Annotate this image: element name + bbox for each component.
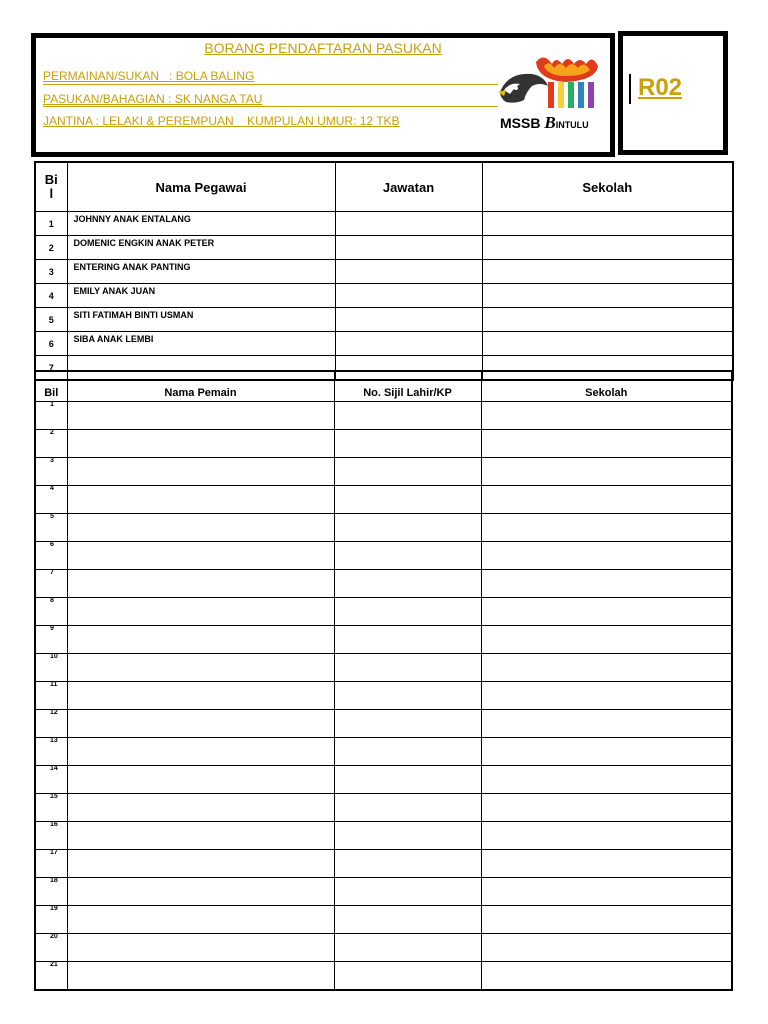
player-name-cell[interactable]: [67, 850, 334, 878]
player-cert-cell[interactable]: [334, 626, 481, 654]
player-number: 8: [35, 598, 67, 626]
position-header: Jawatan: [335, 162, 482, 212]
official-row: [35, 212, 733, 236]
official-position-cell[interactable]: [335, 332, 482, 356]
player-cert-cell[interactable]: [334, 906, 481, 934]
official-position-cell[interactable]: [335, 260, 482, 284]
player-name-cell[interactable]: [67, 878, 334, 906]
player-row: [35, 738, 732, 766]
official-school-cell[interactable]: [482, 332, 733, 356]
player-school-cell[interactable]: [481, 458, 732, 486]
player-name-cell[interactable]: [67, 598, 334, 626]
player-number: 18: [35, 878, 67, 906]
code-divider: [629, 74, 631, 104]
player-school-cell[interactable]: [481, 710, 732, 738]
official-position-cell[interactable]: [335, 308, 482, 332]
player-school-cell[interactable]: [481, 486, 732, 514]
player-name-cell[interactable]: [67, 794, 334, 822]
player-school-cell[interactable]: [481, 626, 732, 654]
official-row: [35, 332, 733, 356]
official-number: 2: [35, 236, 67, 260]
eagle-icon: [498, 74, 548, 103]
player-name-cell[interactable]: [67, 570, 334, 598]
player-cert-cell[interactable]: [334, 766, 481, 794]
player-cert-cell[interactable]: [334, 682, 481, 710]
player-row: [35, 682, 732, 710]
player-cert-cell[interactable]: [334, 850, 481, 878]
player-row: [35, 822, 732, 850]
player-school-cell[interactable]: [481, 794, 732, 822]
player-cert-cell[interactable]: [334, 570, 481, 598]
bil-header: Bi l: [35, 162, 67, 212]
official-school-cell[interactable]: [482, 260, 733, 284]
player-name-cell[interactable]: [67, 682, 334, 710]
player-row: [35, 878, 732, 906]
player-cert-cell[interactable]: [334, 710, 481, 738]
player-cert-cell[interactable]: [334, 486, 481, 514]
player-number: 5: [35, 514, 67, 542]
player-name-cell[interactable]: [67, 906, 334, 934]
official-number: 1: [35, 212, 67, 236]
player-number: 4: [35, 486, 67, 514]
player-cert-cell[interactable]: [334, 542, 481, 570]
official-row: [35, 260, 733, 284]
player-row: [35, 766, 732, 794]
official-name-header: Nama Pegawai: [67, 162, 335, 212]
sport-line: PERMAINAN/SUKAN : BOLA BALING: [43, 69, 255, 83]
player-name-cell[interactable]: [67, 430, 334, 458]
official-name-cell[interactable]: ENTERING ANAK PANTING: [67, 260, 335, 284]
player-row: [35, 542, 732, 570]
official-number: 4: [35, 284, 67, 308]
player-name-header: Nama Pemain: [67, 371, 334, 402]
player-name-cell[interactable]: [67, 626, 334, 654]
official-row: [35, 308, 733, 332]
player-school-cell[interactable]: [481, 570, 732, 598]
form-code: R02: [638, 74, 683, 101]
official-name-cell[interactable]: SITI FATIMAH BINTI USMAN: [67, 308, 335, 332]
player-school-header: Sekolah: [481, 371, 732, 402]
player-cert-cell[interactable]: [334, 794, 481, 822]
player-school-cell[interactable]: [481, 430, 732, 458]
gender-age-line: JANTINA : LELAKI & PEREMPUAN KUMPULAN UMUR: 12 TKB: [43, 114, 400, 128]
player-school-cell[interactable]: [481, 962, 732, 991]
player-school-cell[interactable]: [481, 906, 732, 934]
player-number: 15: [35, 794, 67, 822]
player-school-cell[interactable]: [481, 850, 732, 878]
player-row: [35, 402, 732, 430]
player-number: 17: [35, 850, 67, 878]
player-school-cell[interactable]: [481, 934, 732, 962]
player-cert-cell[interactable]: [334, 962, 481, 991]
player-name-cell[interactable]: [67, 542, 334, 570]
player-school-cell[interactable]: [481, 822, 732, 850]
player-number: 13: [35, 738, 67, 766]
player-school-cell[interactable]: [481, 514, 732, 542]
player-row: [35, 430, 732, 458]
player-row: [35, 626, 732, 654]
player-cert-cell[interactable]: [334, 822, 481, 850]
player-row: [35, 850, 732, 878]
player-name-cell[interactable]: [67, 766, 334, 794]
birth-cert-header: No. Sijil Lahir/KP: [334, 371, 481, 402]
player-number: 10: [35, 654, 67, 682]
player-school-cell[interactable]: [481, 878, 732, 906]
player-row: [35, 962, 732, 991]
official-number: 6: [35, 332, 67, 356]
official-name-cell[interactable]: EMILY ANAK JUAN: [67, 284, 335, 308]
player-school-cell[interactable]: [481, 766, 732, 794]
player-school-cell[interactable]: [481, 654, 732, 682]
player-cert-cell[interactable]: [334, 654, 481, 682]
form-title: BORANG PENDAFTARAN PASUKAN: [204, 40, 442, 56]
underline-rule: [43, 106, 498, 107]
official-row: [35, 284, 733, 308]
player-name-cell[interactable]: [67, 934, 334, 962]
player-number: 21: [35, 962, 67, 991]
player-school-cell[interactable]: [481, 402, 732, 430]
player-row: [35, 570, 732, 598]
official-position-cell[interactable]: [335, 236, 482, 260]
player-number: 2: [35, 430, 67, 458]
official-school-cell[interactable]: [482, 308, 733, 332]
school-header: Sekolah: [482, 162, 733, 212]
player-school-cell[interactable]: [481, 598, 732, 626]
official-name-cell[interactable]: DOMENIC ENGKIN ANAK PETER: [67, 236, 335, 260]
player-row: [35, 654, 732, 682]
underline-rule: [43, 84, 498, 85]
player-row: [35, 458, 732, 486]
player-cert-cell[interactable]: [334, 458, 481, 486]
player-row: [35, 906, 732, 934]
player-cert-cell[interactable]: [334, 738, 481, 766]
player-school-cell[interactable]: [481, 738, 732, 766]
player-cert-cell[interactable]: [334, 934, 481, 962]
player-name-cell[interactable]: [67, 514, 334, 542]
player-cert-cell[interactable]: [334, 598, 481, 626]
player-school-cell[interactable]: [481, 542, 732, 570]
player-number: 6: [35, 542, 67, 570]
official-number: 3: [35, 260, 67, 284]
player-name-cell[interactable]: [67, 486, 334, 514]
player-number: 7: [35, 570, 67, 598]
official-name-cell[interactable]: SIBA ANAK LEMBI: [67, 332, 335, 356]
player-number: 20: [35, 934, 67, 962]
player-row: [35, 514, 732, 542]
player-name-cell[interactable]: [67, 710, 334, 738]
player-name-cell[interactable]: [67, 458, 334, 486]
player-cert-cell[interactable]: [334, 878, 481, 906]
official-name-cell[interactable]: JOHNNY ANAK ENTALANG: [67, 212, 335, 236]
player-number: 3: [35, 458, 67, 486]
official-school-cell[interactable]: [482, 284, 733, 308]
player-cert-cell[interactable]: [334, 402, 481, 430]
logo-text: MSSB BINTULU: [500, 113, 589, 132]
player-row: [35, 598, 732, 626]
official-school-cell[interactable]: [482, 236, 733, 260]
official-row: [35, 236, 733, 260]
official-position-cell[interactable]: [335, 284, 482, 308]
player-name-cell[interactable]: [67, 402, 334, 430]
players-table: [34, 370, 733, 991]
player-number: 19: [35, 906, 67, 934]
player-cert-cell[interactable]: [334, 430, 481, 458]
official-school-cell[interactable]: [482, 212, 733, 236]
player-number: 11: [35, 682, 67, 710]
player-school-cell[interactable]: [481, 682, 732, 710]
team-line: PASUKAN/BAHAGIAN : SK NANGA TAU: [43, 92, 263, 106]
player-cert-cell[interactable]: [334, 514, 481, 542]
player-row: [35, 794, 732, 822]
officials-table: [34, 161, 734, 381]
player-name-cell[interactable]: [67, 654, 334, 682]
player-row: [35, 486, 732, 514]
official-number: 5: [35, 308, 67, 332]
players-header-row: [35, 371, 732, 402]
player-number: 1: [35, 402, 67, 430]
officials-header-row: [35, 162, 733, 212]
official-number: 7: [35, 356, 67, 381]
player-number: 14: [35, 766, 67, 794]
player-bil-header: Bil: [35, 371, 67, 402]
player-row: [35, 710, 732, 738]
player-name-cell[interactable]: [67, 822, 334, 850]
player-number: 16: [35, 822, 67, 850]
player-name-cell[interactable]: [67, 738, 334, 766]
player-number: 12: [35, 710, 67, 738]
official-position-cell[interactable]: [335, 212, 482, 236]
player-name-cell[interactable]: [67, 962, 334, 991]
player-number: 9: [35, 626, 67, 654]
player-row: [35, 934, 732, 962]
